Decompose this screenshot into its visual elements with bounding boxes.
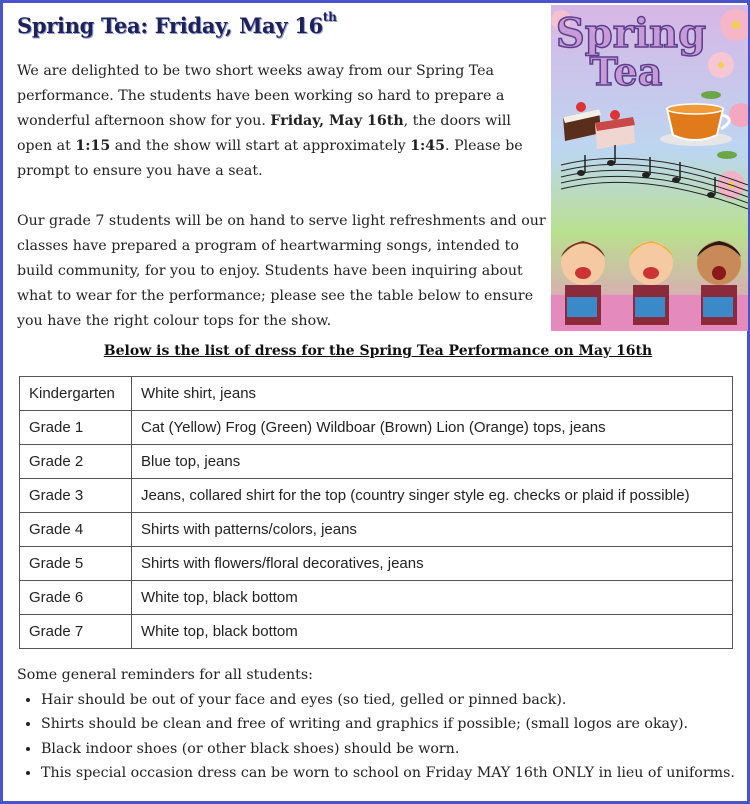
poster-title-line2: Tea <box>589 49 663 94</box>
intro-text: . Please be prompt to ensure you have a seat. <box>17 138 523 179</box>
table-row <box>20 615 733 649</box>
list-item: • Shirts should be clean and free of writing and graphics if possible; (small logos are okay). <box>41 712 742 737</box>
intro-text: and the show will start at approximately <box>110 138 411 154</box>
list-item: • This special occasion dress can be worn to school on Friday MAY 16th ONLY in lieu of uniforms. <box>41 761 742 786</box>
table-row <box>20 445 733 479</box>
dress-table-title: Below is the list of dress for the Spring Tea Performance on May 16th <box>103 343 653 359</box>
grade-cell: Grade 5 <box>20 547 132 581</box>
intro-text: , the doors will open at <box>17 113 511 154</box>
intro-paragraph-1 <box>17 59 547 184</box>
intro-paragraph-2: Our grade 7 students will be on hand to serve light refreshments and our classes have prepared a program of heartwarming songs, intended to build community, for you to enjoy. Students have been inquiring about what to wear for the performance; please see the table below to ensure you have the right colour tops for the show. <box>17 213 546 329</box>
doors-time: 1:15 <box>75 138 111 154</box>
show-time: 1:45 <box>410 138 446 154</box>
spring-tea-poster <box>551 5 748 331</box>
dress-cell: Shirts with patterns/colors, jeans <box>132 513 733 547</box>
event-date: Friday, May 16th <box>270 113 404 129</box>
grade-cell: Grade 3 <box>20 479 132 513</box>
grade-cell: Grade 7 <box>20 615 132 649</box>
title-superscript: th <box>322 10 337 24</box>
grade-cell: Grade 1 <box>20 411 132 445</box>
title-text: Spring Tea: Friday, May 16 <box>17 13 323 38</box>
reminders-list <box>17 688 742 786</box>
singing-children-illustration <box>551 241 748 331</box>
dress-cell: White shirt, jeans <box>132 377 733 411</box>
list-item: • Black indoor shoes (or other black shoes) should be worn. <box>41 737 742 762</box>
table-row <box>20 479 733 513</box>
dress-code-table <box>19 376 733 649</box>
table-row <box>20 513 733 547</box>
grade-cell: Grade 2 <box>20 445 132 479</box>
dress-cell: Shirts with flowers/floral decoratives, jeans <box>132 547 733 581</box>
reminders-heading: Some general reminders for all students: <box>17 667 313 683</box>
poster-title-line1: Spring <box>555 10 707 57</box>
page-title <box>17 10 337 38</box>
grade-cell: Grade 4 <box>20 513 132 547</box>
dress-cell: Jeans, collared shirt for the top (country singer style eg. checks or plaid if possible) <box>132 479 733 513</box>
poster-illustration <box>551 5 748 331</box>
table-row <box>20 411 733 445</box>
dress-cell: Cat (Yellow) Frog (Green) Wildboar (Brown) Lion (Orange) tops, jeans <box>132 411 733 445</box>
table-row <box>20 547 733 581</box>
grade-cell: Grade 6 <box>20 581 132 615</box>
intro-text: We are delighted to be two short weeks away from our Spring Tea performance. The students have been working so hard to prepare a wonderful afternoon show for you. <box>17 63 505 129</box>
dress-cell: White top, black bottom <box>132 615 733 649</box>
grade-cell: Kindergarten <box>20 377 132 411</box>
table-row <box>20 581 733 615</box>
dress-cell: White top, black bottom <box>132 581 733 615</box>
reminders-section <box>17 663 742 786</box>
table-row <box>20 377 733 411</box>
list-item: • Hair should be out of your face and eyes (so tied, gelled or pinned back). <box>41 688 742 713</box>
dress-cell: Blue top, jeans <box>132 445 733 479</box>
